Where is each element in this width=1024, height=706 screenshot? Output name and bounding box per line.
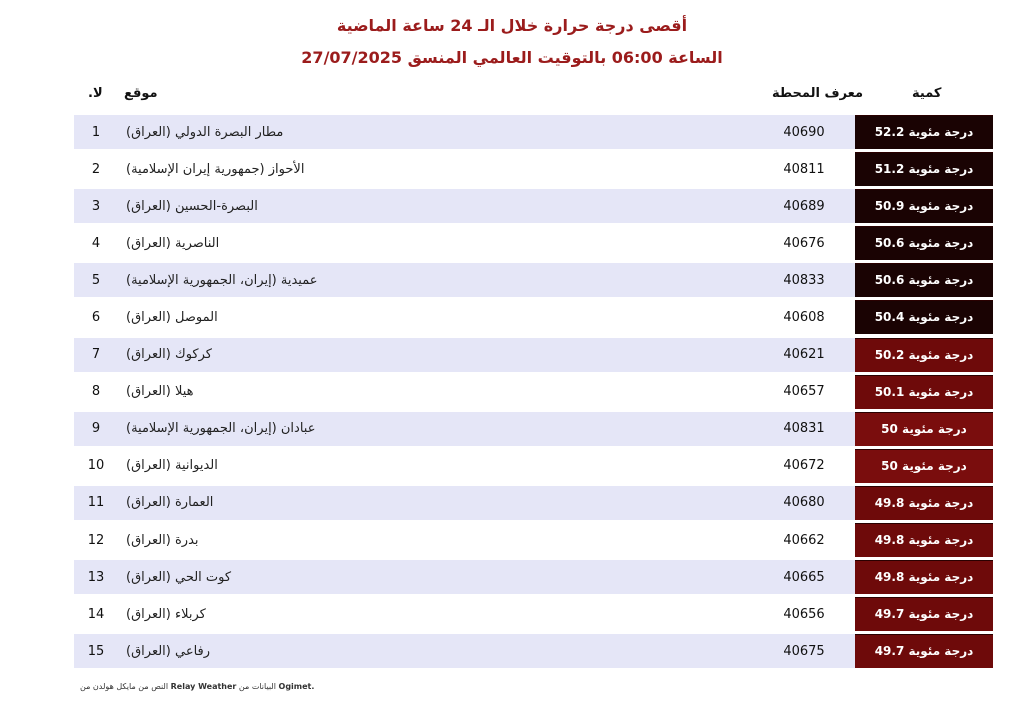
row-quantity: درجة مئوية 50.6 (855, 226, 993, 260)
row-quantity: درجة مئوية 50 (855, 412, 993, 446)
row-number: 15 (87, 643, 105, 659)
row-number: 14 (87, 606, 105, 622)
table-row (74, 634, 993, 668)
row-station-id: 40621 (783, 347, 825, 363)
row-location: العمارة (العراق) (126, 495, 214, 511)
row-location: كربلاء (العراق) (126, 606, 206, 622)
row-location: بدرة (العراق) (126, 532, 199, 548)
row-quantity: درجة مئوية 50.2 (855, 338, 993, 372)
table-row (74, 263, 993, 297)
row-station-id: 40811 (783, 161, 825, 177)
row-location: الموصل (العراق) (126, 309, 218, 325)
row-number: 8 (91, 384, 101, 400)
row-location: الأحواز (جمهورية إيران الإسلامية) (126, 161, 305, 177)
row-quantity: درجة مئوية 49.8 (855, 486, 993, 520)
row-station-id: 40680 (783, 495, 825, 511)
row-location: كركوك (العراق) (126, 347, 212, 363)
row-quantity: درجة مئوية 50.4 (855, 300, 993, 334)
row-station-id: 40672 (783, 458, 825, 474)
row-location: الديوانية (العراق) (126, 458, 218, 474)
row-location: عميدية (إيران، الجمهورية الإسلامية) (126, 272, 318, 288)
row-location: الناصرية (العراق) (126, 235, 220, 251)
row-quantity: درجة مئوية 49.8 (855, 560, 993, 594)
header-quantity: كمية (912, 86, 942, 101)
row-number: 5 (91, 272, 101, 288)
row-station-id: 40657 (783, 384, 825, 400)
header-station-id: معرف المحطة (772, 86, 864, 101)
row-station-id: 40656 (783, 606, 825, 622)
footer-credit (80, 682, 314, 691)
row-location: هيلا (العراق) (126, 384, 194, 400)
footer-text-2: البيانات من (238, 682, 276, 691)
row-station-id: 40689 (783, 198, 825, 214)
table-row (74, 115, 993, 149)
row-quantity: درجة مئوية 50.6 (855, 263, 993, 297)
table-row (74, 449, 993, 483)
table-row (74, 560, 993, 594)
row-quantity: درجة مئوية 49.7 (855, 634, 993, 668)
table-row (74, 375, 993, 409)
row-station-id: 40662 (783, 532, 825, 548)
row-quantity: درجة مئوية 50.1 (855, 375, 993, 409)
page-title: أقصى درجة حرارة خلال الـ 24 ساعة الماضية (336, 16, 688, 35)
row-number: 10 (87, 458, 105, 474)
footer-text-1: النص من مايكل هولدن من (80, 682, 169, 691)
row-station-id: 40665 (783, 569, 825, 585)
row-quantity: درجة مئوية 49.8 (855, 523, 993, 557)
row-location: عبادان (إيران، الجمهورية الإسلامية) (126, 421, 316, 437)
table-row (74, 486, 993, 520)
table-row (74, 226, 993, 260)
row-station-id: 40833 (783, 272, 825, 288)
row-location: البصرة-الحسين (العراق) (126, 198, 258, 214)
table-row (74, 338, 993, 372)
header-location: موقع (124, 86, 158, 101)
row-number: 6 (91, 309, 101, 325)
footer-brand-relay: Relay Weather (170, 682, 237, 691)
row-location: رفاعي (العراق) (126, 643, 211, 659)
row-station-id: 40608 (783, 309, 825, 325)
row-station-id: 40676 (783, 235, 825, 251)
row-number: 11 (87, 495, 105, 511)
footer-brand-ogimet: Ogimet. (278, 682, 315, 691)
row-quantity: درجة مئوية 50 (855, 449, 993, 483)
row-number: 13 (87, 569, 105, 585)
row-quantity: درجة مئوية 51.2 (855, 152, 993, 186)
table-row (74, 412, 993, 446)
table-row (74, 152, 993, 186)
table-row (74, 300, 993, 334)
table-row (74, 189, 993, 223)
page-subtitle: الساعة 06:00 بالتوقيت العالمي المنسق 27/07/2025 (301, 48, 723, 67)
row-number: 7 (91, 347, 101, 363)
row-number: 9 (91, 421, 101, 437)
temperature-table (74, 115, 993, 671)
row-station-id: 40675 (783, 643, 825, 659)
table-row (74, 597, 993, 631)
header-no: .لا (88, 86, 103, 101)
table-row (74, 523, 993, 557)
row-quantity: درجة مئوية 49.7 (855, 597, 993, 631)
row-number: 4 (91, 235, 101, 251)
row-station-id: 40831 (783, 421, 825, 437)
row-quantity: درجة مئوية 50.9 (855, 189, 993, 223)
row-quantity: درجة مئوية 52.2 (855, 115, 993, 149)
row-location: مطار البصرة الدولي (العراق) (126, 124, 284, 140)
row-station-id: 40690 (783, 124, 825, 140)
row-number: 12 (87, 532, 105, 548)
row-number: 3 (91, 198, 101, 214)
row-number: 2 (91, 161, 101, 177)
row-location: كوت الحي (العراق) (126, 569, 232, 585)
row-number: 1 (91, 124, 101, 140)
